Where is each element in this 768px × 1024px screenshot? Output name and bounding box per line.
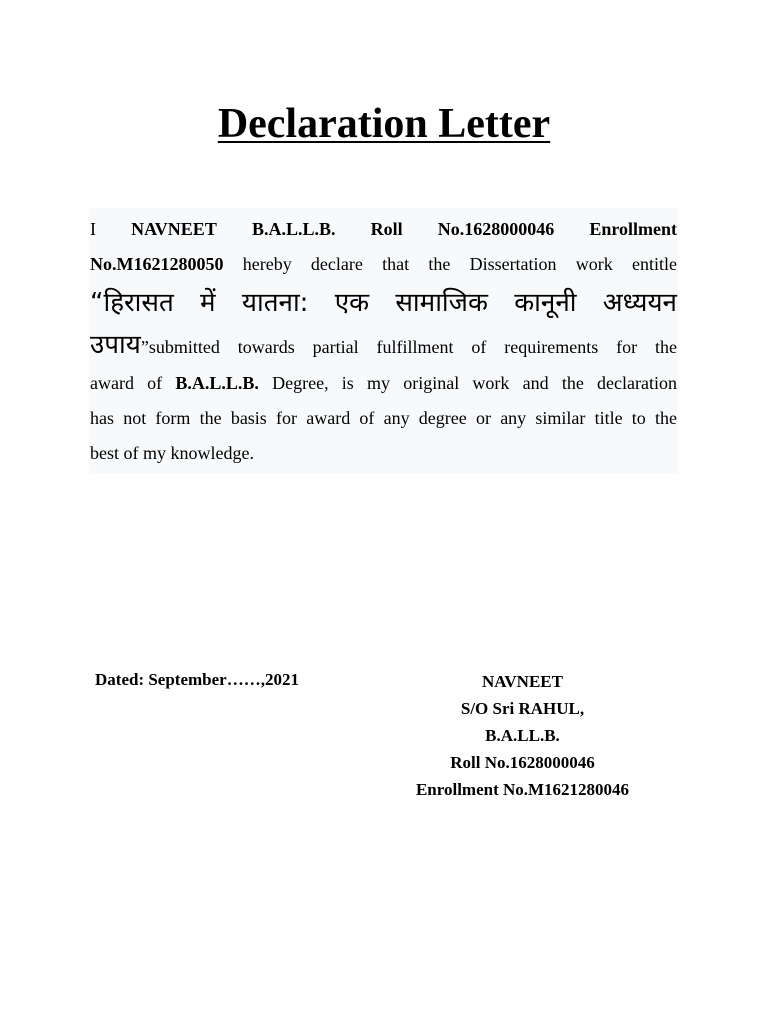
submission-text: ”submitted towards partial fulfillment of requirements for the: [140, 337, 677, 357]
declaration-line-2: [90, 247, 677, 282]
declaration-line-1: [90, 212, 677, 247]
declare-text: hereby declare that the Dissertation work entitle: [223, 254, 677, 274]
degree-name: B.A.L.L.B.: [251, 219, 336, 239]
word-i: I: [90, 219, 96, 239]
declaration-line-4: [90, 324, 677, 366]
signature-degree: B.A.LL.B.: [485, 726, 560, 745]
signature-enrollment: Enrollment No.M1621280046: [415, 780, 630, 799]
signature-block: [380, 668, 665, 803]
declaration-line-7: best of my knowledge.: [90, 443, 254, 463]
student-name: NAVNEET: [131, 219, 217, 239]
hindi-title-part-2: उपाय: [90, 330, 141, 360]
open-quote: “: [90, 288, 104, 318]
page-title: Declaration Letter: [217, 101, 551, 147]
signature-roll: Roll No.1628000046: [450, 753, 595, 772]
declaration-line-6: has not form the basis for award of any degree or any similar title to the: [90, 408, 677, 428]
signature-relation: S/O Sri RAHUL,: [460, 699, 585, 718]
award-degree: B.A.L.L.B.: [175, 373, 259, 393]
enrollment-label: Enrollment: [589, 219, 678, 239]
declaration-line-5: [90, 366, 677, 401]
hindi-title-part-1: हिरासत में यातना: एक सामाजिक कानूनी अध्ययन: [103, 288, 677, 318]
award-prefix: award of: [90, 373, 176, 393]
date-line: Dated: September……,2021: [95, 670, 299, 689]
roll-number: No.1628000046: [437, 219, 555, 239]
award-rest: Degree, is my original work and the declaration: [258, 373, 677, 393]
hindi-title-line-1: [90, 282, 677, 324]
roll-label: Roll: [370, 219, 403, 239]
declaration-paragraph: [90, 212, 677, 471]
enrollment-number: No.M1621280050: [90, 254, 224, 274]
signature-name: NAVNEET: [482, 672, 563, 691]
